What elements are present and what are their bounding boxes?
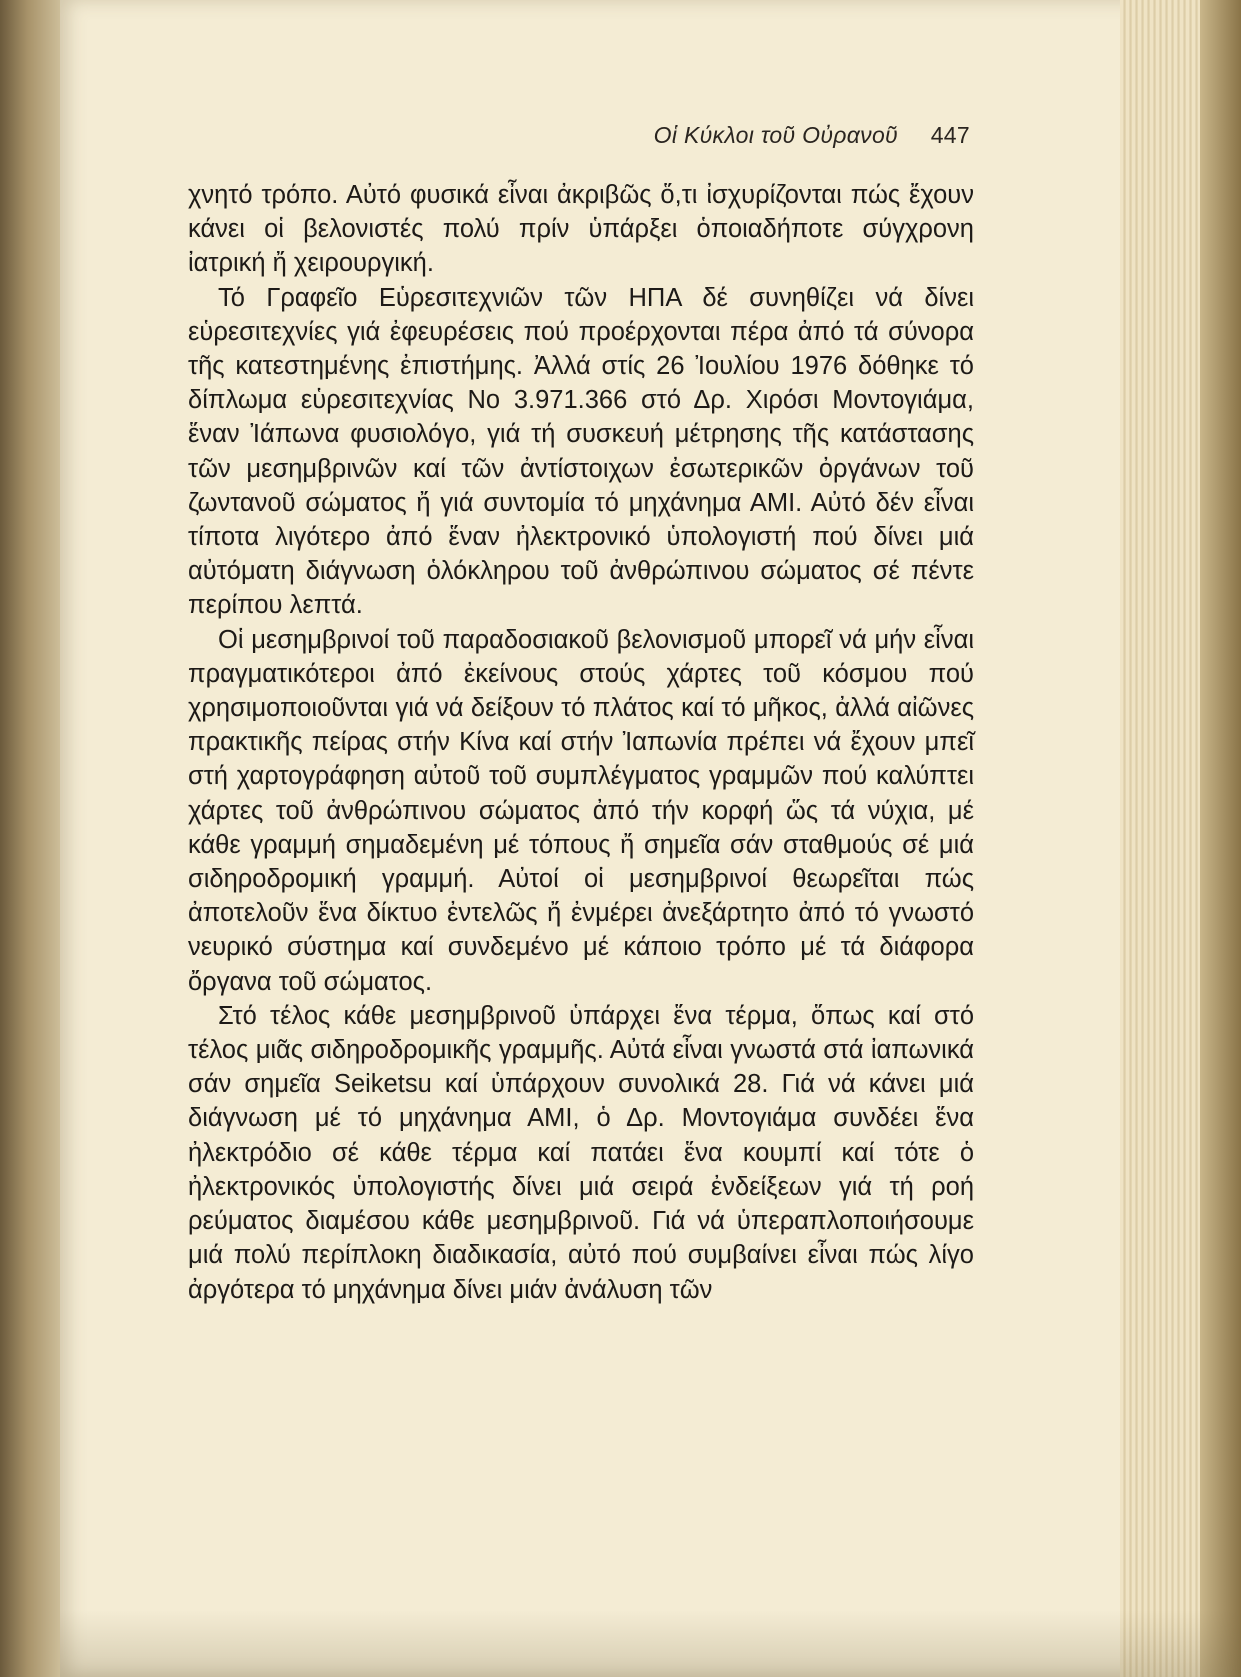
body-text — [188, 178, 974, 1307]
book-cover-edge — [1200, 0, 1241, 1677]
bottom-shadow — [60, 1610, 1241, 1677]
running-title: Οἱ Κύκλοι τοῦ Οὐρανοῦ — [653, 122, 899, 148]
running-header — [190, 122, 970, 149]
paragraph-continuation: χνητό τρόπο. Αὐτό φυσικά εἶναι ἀκριβῶς ὅ,τι ἰσχυρίζονται πώς ἔχουν κάνει οἱ βελονιστές πολύ πρίν ὑπάρξει ὁποιαδήποτε σύγχρονη ἰατρική ἤ χειρουργική. — [188, 181, 974, 278]
page-number: 447 — [930, 122, 970, 148]
paragraph: Στό τέλος κάθε μεσημβρινοῦ ὑπάρχει ἕνα τέρμα, ὅπως καί στό τέλος μιᾶς σιδηροδρομικῆς γραμμῆς. Αὐτά εἶναι γνωστά στά ἰαπωνικά σάν σημεῖα Seiketsu καί ὑπάρχουν συνολικά 28. Γιά νά κάνει μιά διάγνωση μέ τό μηχάνημα ΑΜΙ, ὁ Δρ. Μοντογιάμα συνδέει ἕνα ἠλεκτρόδιο σέ κάθε τέρμα καί πατάει ἕνα κουμπί καί τότε ὁ ἠλεκτρονικός ὑπολογιστής δίνει μιά σειρά ἐνδείξεων γιά τή ροή ρεύματος διαμέσου κάθε μεσημβρινοῦ. Γιά νά ὑπεραπλοποιήσουμε μιά πολύ περίπλοκη διαδικασία, αὐτό πού συμβαίνει εἶναι πώς λίγο ἀργότερα τό μηχάνημα δίνει μιάν ἀνάλυση τῶν — [188, 1001, 974, 1304]
paragraph: Τό Γραφεῖο Εὑρεσιτεχνιῶν τῶν ΗΠΑ δέ συνηθίζει νά δίνει εὑρεσιτεχνίες γιά ἐφευρέσεις πού προέρχονται πέρα ἀπό τά σύνορα τῆς κατεστημένης ἐπιστήμης. Ἀλλά στίς 26 Ἰουλίου 1976 δόθηκε τό δίπλωμα εὑρεσιτεχνίας Νο 3.971.366 στό Δρ. Χιρόσι Μοντογιάμα, ἕναν Ἰάπωνα φυσιολόγο, γιά τή συσκευή μέτρησης τῆς κατάστασης τῶν μεσημβρινῶν καί τῶν ἀντίστοιχων ἐσωτερικῶν ὀργάνων τοῦ ζωντανοῦ σώματος ἤ γιά συντομία τό μηχάνημα ΑΜΙ. Αὐτό δέν εἶναι τίποτα λιγότερο ἀπό ἕναν ἠλεκτρονικό ὑπολογιστή πού δίνει μιά αὐτόματη διάγνωση ὁλόκληρου τοῦ ἀνθρώπινου σώματος σέ πέντε περίπου λεπτά. — [188, 283, 974, 620]
paragraph: Οἱ μεσημβρινοί τοῦ παραδοσιακοῦ βελονισμοῦ μπορεῖ νά μήν εἶναι πραγματικότεροι ἀπό ἐκείνους στούς χάρτες τοῦ κόσμου πού χρησιμοποιοῦνται γιά νά δείξουν τό πλάτος καί τό μῆκος, ἀλλά αἰῶνες πρακτικῆς πείρας στήν Κίνα καί στήν Ἰαπωνία πρέπει νά ἔχουν μπεῖ στή χαρτογράφηση αὐτοῦ τοῦ συμπλέγματος γραμμῶν πού καλύπτει χάρτες τοῦ ἀνθρώπινου σώματος ἀπό τήν κορφή ὥς τά νύχια, μέ κάθε γραμμή σημαδεμένη μέ τόπους ἤ σημεῖα σάν σταθμούς σέ μιά σιδηροδρομική γραμμή. Αὐτοί οἱ μεσημβρινοί θεωρεῖται πώς ἀποτελοῦν ἕνα δίκτυο ἐντελῶς ἤ ἐνμέρει ἀνεξάρτητο ἀπό τό γνωστό νευρικό σύστημα καί συνδεμένο μέ κάποιο τρόπο μέ τά διάφορα ὄργανα τοῦ σώματος. — [188, 625, 974, 996]
